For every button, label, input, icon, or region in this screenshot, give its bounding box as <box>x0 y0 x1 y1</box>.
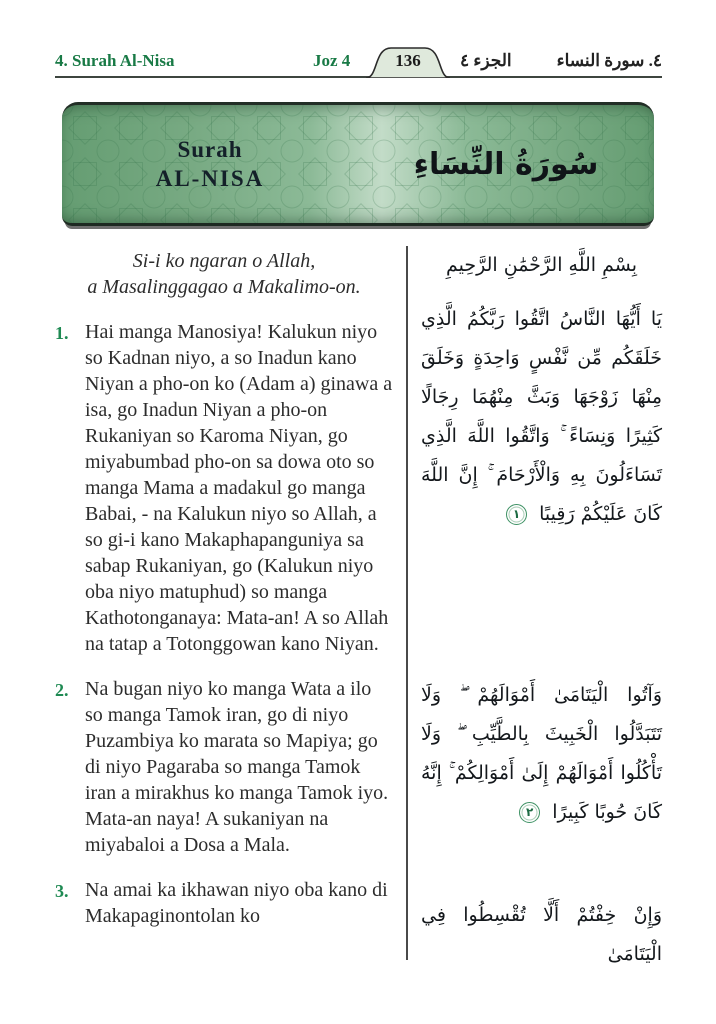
page-number-tab <box>365 46 451 78</box>
bismillah-arabic: بِسْمِ اللَّهِ الرَّحْمَٰنِ الرَّحِيمِ <box>446 254 637 276</box>
page-header <box>55 48 662 78</box>
verse-end-marker: ٢ <box>519 802 540 823</box>
header-surah-title-latin: 4. Surah Al-Nisa <box>55 51 175 70</box>
bismillah-translation-line2: a Masalinggagao a Makalimo-on. <box>87 276 361 298</box>
arabic-verse-text: وَإِنْ خِفْتُمْ أَلَّا تُقْسِطُوا فِي الْيَتَامَىٰ <box>421 904 662 965</box>
translation-verse-3 <box>55 877 393 929</box>
translation-column <box>55 244 393 929</box>
verse-text: Hai manga Manosiya! Kalukun niyo so Kadnan niyo, a so Inadun kano Niyan a pho-on ko (Adam a) ginawa a isa, go Inadun Niyan a pho-on Rukaniyan so Karoma Niyan, go miyabumbad pho-on sa dowa oto so manga Mama a madakul go manga Babai, - na Kalukun niyo so Allah, a so gi-i kano Makaphapanguniya sa sabap Rukaniyan, go (Kalukun niyo oba niyo matuphud) so manga Kathotonganaya: Mata-an! A so Allah na tatap a Totonggowan kano Niyan. <box>85 321 393 655</box>
surah-banner-title <box>62 135 358 193</box>
verse-number: 3. <box>55 881 69 901</box>
bismillah-translation-line1: Si-i ko ngaran o Allah, <box>132 250 316 272</box>
verse-text: Na bugan niyo ko manga Wata a ilo so manga Tamok iran, go di niyo Puzambiya ko marata so Mapiya; go di niyo Pagaraba so manga Tamok iran a mirakhus ko manga Tamok iyo. Mata-an naya! A sukaniyan na miyabaloi a Dosa a Mala. <box>85 678 389 856</box>
arabic-verse-text: وَآتُوا الْيَتَامَىٰ أَمْوَالَهُمْ ۖ وَلَا تَتَبَدَّلُوا الْخَبِيثَ بِالطَّيِّبِ ۖ وَلَا تَأْكُلُوا أَمْوَالَهُمْ إِلَىٰ أَمْوَالِكُمْ ۚ إِنَّهُ كَانَ حُوبًا كَبِيرًا <box>421 684 662 823</box>
translation-verse-1 <box>55 319 393 657</box>
bismillah-translation <box>55 244 393 300</box>
verse-end-marker: ١ <box>506 504 527 525</box>
surah-banner-calligraphy: سُورَةُ النِّسَاءِ <box>413 146 599 182</box>
header-juz-arabic: الجزء ٤ <box>460 51 512 70</box>
header-joz-label: Joz 4 <box>313 51 351 70</box>
header-surah-title-arabic: ٤. سورة النساء <box>556 51 662 70</box>
verse-text: Na amai ka ikhawan niyo oba kano di Makapaginontolan ko <box>85 879 388 927</box>
translation-verse-2 <box>55 676 393 858</box>
arabic-column <box>421 244 662 974</box>
arabic-verse-1 <box>421 300 662 534</box>
arabic-verse-3 <box>421 896 662 974</box>
arabic-verse-2 <box>421 676 662 832</box>
verse-number: 2. <box>55 680 69 700</box>
arabic-verse-text: يَا أَيُّهَا النَّاسُ اتَّقُوا رَبَّكُمُ الَّذِي خَلَقَكُم مِّن نَّفْسٍ وَاحِدَةٍ وَخَلَقَ مِنْهَا زَوْجَهَا وَبَثَّ مِنْهُمَا رِجَالًا كَثِيرًا وَنِسَاءً ۚ وَاتَّقُوا اللَّهَ الَّذِي تَسَاءَلُونَ بِهِ وَالْأَرْحَامَ ۚ إِنَّ اللَّهَ كَانَ عَلَيْكُمْ رَقِيبًا <box>421 308 662 525</box>
surah-banner-title-line2: AL-NISA <box>155 166 265 191</box>
surah-banner-title-line1: Surah <box>177 137 243 162</box>
page-number: 136 <box>395 51 421 70</box>
column-divider <box>406 246 408 960</box>
surah-banner <box>62 102 654 226</box>
verse-number: 1. <box>55 323 69 343</box>
